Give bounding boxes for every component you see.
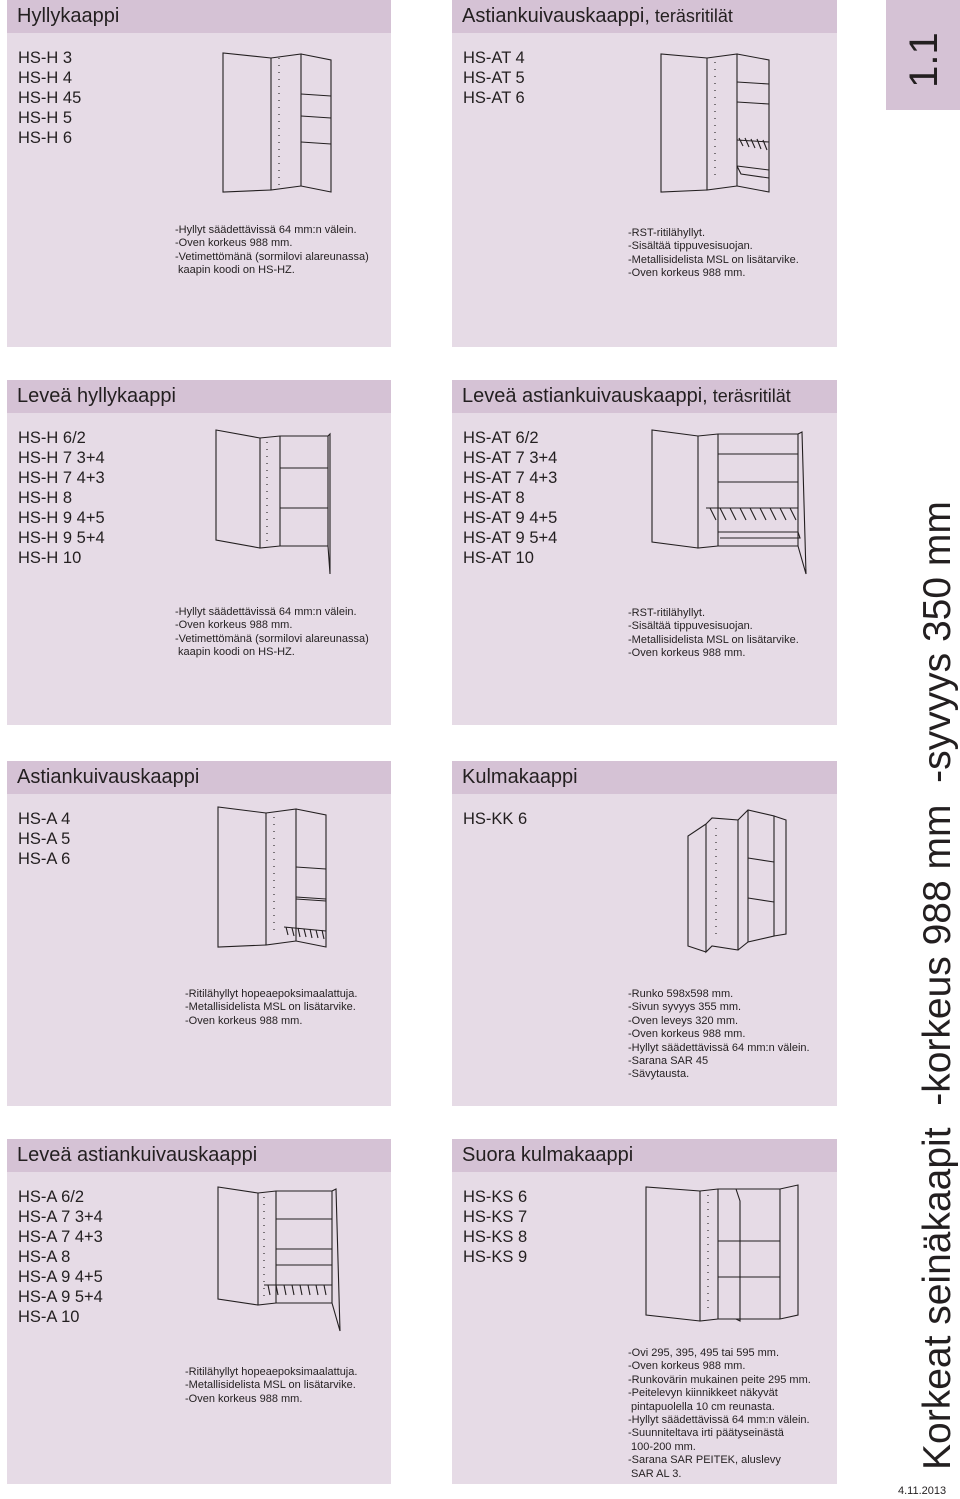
panel-title: Suora kulmakaappi: [452, 1139, 837, 1172]
dish-rack-cabinet-illustration: [214, 803, 334, 951]
vertical-section-title: Korkeat seinäkaapit -korkeus 988 mm -syvyys 350 mm: [916, 501, 959, 1470]
panel-levea-hyllykaappi: [7, 380, 391, 725]
wide-dish-rack-cabinet-illustration: [648, 428, 833, 578]
panel-title: Kulmakaappi: [452, 761, 837, 794]
panel-suora-kulmakaappi: [452, 1139, 837, 1484]
corner-cabinet-illustration: [678, 806, 798, 956]
panel-title: Leveä astiankuivauskaappi: [7, 1139, 391, 1172]
model-codes: HS-AT 4 HS-AT 5 HS-AT 6: [463, 49, 525, 107]
panel-astiankuivauskaappi-terasritilat: [452, 0, 837, 347]
panel-title: Hyllykaappi: [7, 0, 391, 33]
panel-hyllykaappi: [7, 0, 391, 347]
feature-notes: -Runko 598x598 mm. -Sivun syvyys 355 mm. -Oven leveys 320 mm. -Oven korkeus 988 mm. -Hyllyt säädettävissä 64 mm:n välein. -Sarana SAR 45 -Sävytausta.: [628, 988, 810, 1081]
panel-levea-astiankuivauskaappi-terasritilat: [452, 380, 837, 725]
dish-rack-cabinet-illustration: [657, 50, 777, 195]
document-date: 4.11.2013: [898, 1485, 947, 1497]
section-number: 1.1: [902, 32, 946, 88]
panel-title: Astiankuivauskaappi: [7, 761, 391, 794]
model-codes: HS-A 6/2 HS-A 7 3+4 HS-A 7 4+3 HS-A 8 HS-A 9 4+5 HS-A 9 5+4 HS-A 10: [18, 1188, 103, 1326]
cabinet-illustration: [219, 50, 339, 195]
model-codes: HS-AT 6/2 HS-AT 7 3+4 HS-AT 7 4+3 HS-AT 8 HS-AT 9 4+5 HS-AT 9 5+4 HS-AT 10: [463, 429, 558, 567]
feature-notes: -Ovi 295, 395, 495 tai 595 mm. -Oven korkeus 988 mm. -Runkovärin mukainen peite 295 mm. -Peitelevyn kiinnikkeet näkyvät pintapuolella 10 cm reunasta. -Hyllyt säädettävissä 64 mm:n välein. -Suunniteltava irti päätyseinästä 100-200 mm. -Sarana SAR PEITEK, aluslevy SAR AL 3.: [628, 1347, 811, 1480]
panel-title: Leveä astiankuivauskaappi, teräsritilät: [452, 380, 837, 413]
section-number-box: [886, 0, 960, 110]
model-codes: HS-A 4 HS-A 5 HS-A 6: [18, 810, 71, 868]
panel-kulmakaappi: [452, 761, 837, 1106]
model-codes: HS-H 3 HS-H 4 HS-H 45 HS-H 5 HS-H 6: [18, 49, 82, 147]
panel-title: Astiankuivauskaappi, teräsritilät: [452, 0, 837, 33]
feature-notes: -Ritilähyllyt hopeaepoksimaalattuja. -Metallisidelista MSL on lisätarvike. -Oven korkeus 988 mm.: [185, 1366, 358, 1405]
wide-dish-rack-cabinet-illustration: [214, 1185, 379, 1335]
model-codes: HS-H 6/2 HS-H 7 3+4 HS-H 7 4+3 HS-H 8 HS-H 9 4+5 HS-H 9 5+4 HS-H 10: [18, 429, 105, 567]
feature-notes: -Hyllyt säädettävissä 64 mm:n välein. -Oven korkeus 988 mm. -Vetimettömänä (sormilovi alareunassa) kaapin koodi on HS-HZ.: [175, 224, 369, 277]
feature-notes: -RST-ritilähyllyt. -Sisältää tippuvesisuojan. -Metallisidelista MSL on lisätarvike. -Oven korkeus 988 mm.: [628, 227, 799, 280]
feature-notes: -Ritilähyllyt hopeaepoksimaalattuja. -Metallisidelista MSL on lisätarvike. -Oven korkeus 988 mm.: [185, 988, 358, 1027]
panel-title: Leveä hyllykaappi: [7, 380, 391, 413]
feature-notes: -Hyllyt säädettävissä 64 mm:n välein. -Oven korkeus 988 mm. -Vetimettömänä (sormilovi alareunassa) kaapin koodi on HS-HZ.: [175, 606, 369, 659]
model-codes: HS-KS 6 HS-KS 7 HS-KS 8 HS-KS 9: [463, 1188, 528, 1266]
straight-corner-cabinet-illustration: [638, 1181, 813, 1331]
model-codes: HS-KK 6: [463, 810, 528, 828]
wide-cabinet-illustration: [210, 428, 380, 578]
panel-astiankuivauskaappi: [7, 761, 391, 1106]
panel-levea-astiankuivauskaappi: [7, 1139, 391, 1484]
feature-notes: -RST-ritilähyllyt. -Sisältää tippuvesisuojan. -Metallisidelista MSL on lisätarvike. -Oven korkeus 988 mm.: [628, 607, 799, 660]
